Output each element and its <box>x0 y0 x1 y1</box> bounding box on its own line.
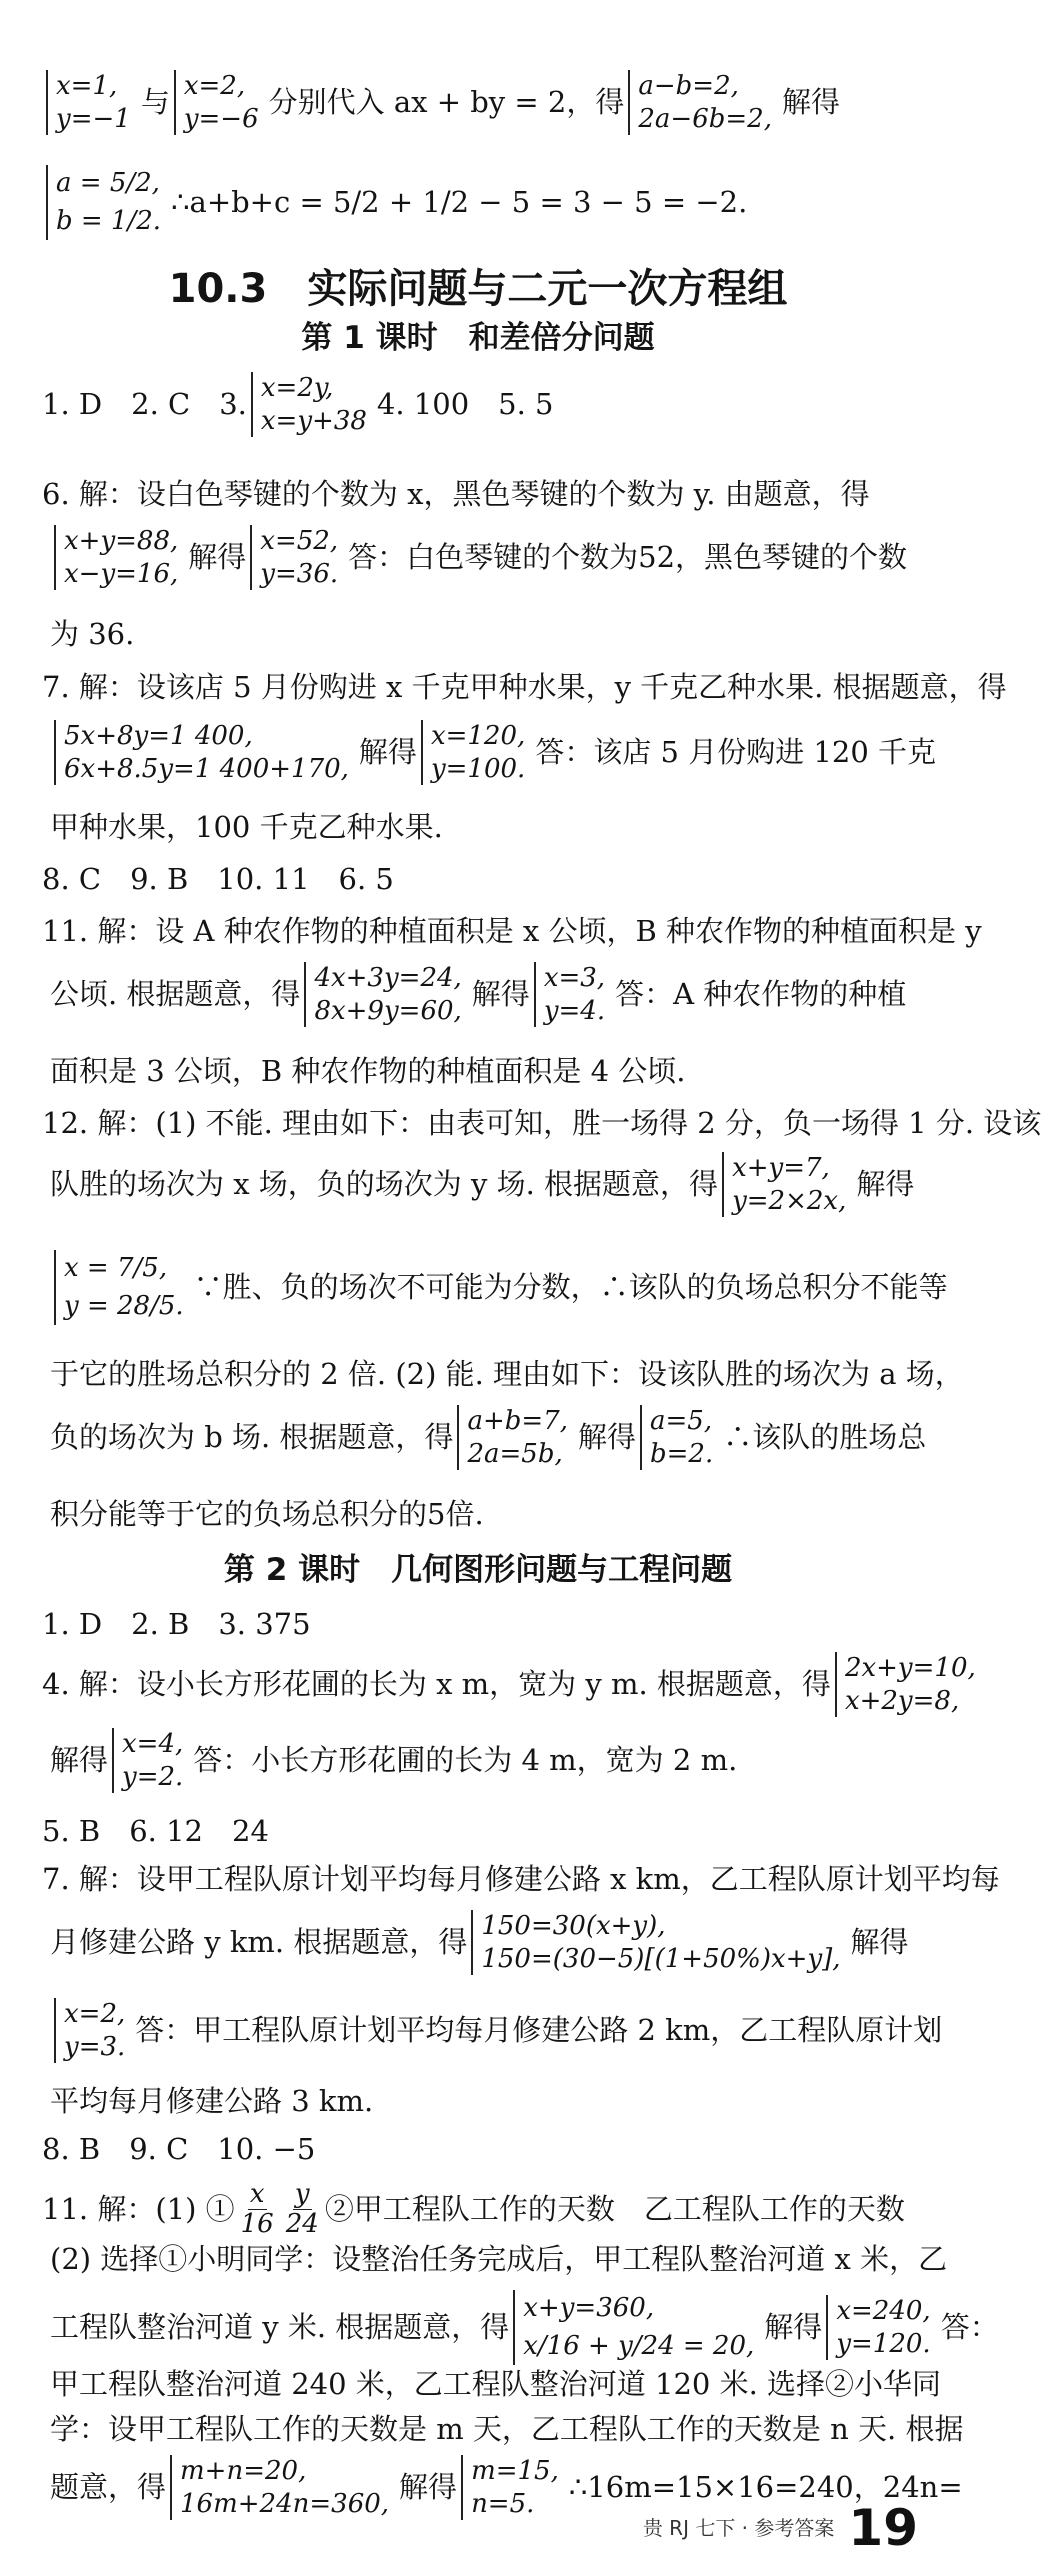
system-l2q11-2: m+n=20, 16m+24n=360, <box>170 2455 389 2520</box>
q11-line-1: 11. 解：设 A 种农作物的种植面积是 x 公顷，B 种农作物的种植面积是 y <box>42 914 982 948</box>
page-number: 19 <box>848 2499 918 2557</box>
solution-q12-2: a=5, b=2. <box>640 1405 713 1470</box>
system-ab: a = 5/2, b = 1/2. <box>46 165 161 240</box>
footer-label: 贵 RJ 七下 · 参考答案 <box>642 2516 835 2541</box>
line-2: a = 5/2, b = 1/2. ∴a+b+c = 5/2 + 1/2 − 5 = 3 − 5 = −2. <box>42 165 916 240</box>
fraction-y-24: $\frac{y}{24}$ <box>285 2179 319 2239</box>
solution-q12: x = 7/5, y = 28/5. <box>54 1250 184 1325</box>
q11-line-3: 面积是 3 公顷，B 种农作物的种植面积是 4 公顷. <box>50 1054 686 1088</box>
system-3: a−b=2, 2a−6b=2, <box>628 70 772 135</box>
l2-answers-5-6: 5. B 6. 12 24 <box>42 1814 269 1848</box>
system-1: x=1, y=−1 <box>46 70 131 135</box>
q6-line-2: x+y=88, x−y=16, 解得 x=52, y=36. 答：白色琴键的个数为52，黑色琴键的个数 <box>50 525 916 590</box>
system-l2q7: 150=30(x+y), 150=(30−5)[(1+50%)x+y], <box>471 1910 840 1975</box>
solution-l2q4: x=4, y=2. <box>112 1728 183 1793</box>
system-q6: x+y=88, x−y=16, <box>54 525 178 590</box>
solution-l2q11: x=240, y=120. <box>826 2295 930 2360</box>
section-title: 10.3 实际问题与二元一次方程组 <box>168 266 788 312</box>
q7-line-2: 5x+8y=1 400, 6x+8.5y=1 400+170, 解得 x=120, y=100. 答：该店 5 月份购进 120 千克 <box>50 720 916 785</box>
l2-q4-line-2: 解得 x=4, y=2. 答：小长方形花圃的长为 4 m，宽为 2 m. <box>50 1729 738 1792</box>
q6-line-3: 为 36. <box>50 617 135 651</box>
solution-q11: x=3, y=4. <box>534 962 605 1027</box>
solution-q7: x=120, y=100. <box>421 720 525 785</box>
system-2: x=2, y=−6 <box>174 70 259 135</box>
l2-q11-line-1: 11. 解：(1) ① $\frac{x}{16}$ $\frac{y}{24}$ ②甲工程队工作的天数 乙工程队工作的天数 <box>42 2179 905 2239</box>
l2-q11-line-3: 工程队整治河道 y 米. 根据题意，得 x+y=360, x/16 + y/24 = 20, 解得 x=240, y=120. 答： <box>50 2290 916 2365</box>
solution-l2q7: x=2, y=3. <box>54 1998 125 2063</box>
l2-q7-line-4: 平均每月修建公路 3 km. <box>50 2084 374 2118</box>
l2-q4-line-1: 4. 解：设小长方形花圃的长为 x m，宽为 y m. 根据题意，得 2x+y=10, x+2y=8, <box>42 1653 976 1716</box>
q12-line-2: 队胜的场次为 x 场，负的场次为 y 场. 根据题意，得 x+y=7, y=2×2x, 解得 <box>50 1153 915 1216</box>
q7-line-1: 7. 解：设该店 5 月份购进 x 千克甲种水果，y 千克乙种水果. 根据题意，得 <box>42 670 1007 704</box>
answers-8-10: 8. C 9. B 10. 11 6. 5 <box>42 862 394 896</box>
lesson-1-title: 第 1 课时 和差倍分问题 <box>301 320 655 356</box>
system-l2q11: x+y=360, x/16 + y/24 = 20, <box>513 2290 754 2365</box>
q7-line-3: 甲种水果，100 千克乙种水果. <box>50 810 443 844</box>
l2-q11-line-5: 学：设甲工程队工作的天数是 m 天，乙工程队工作的天数是 n 天. 根据 <box>50 2412 964 2446</box>
l2-q7-line-1: 7. 解：设甲工程队原计划平均每月修建公路 x km，乙工程队原计划平均每 <box>42 1862 1000 1896</box>
system-l2q4: 2x+y=10, x+2y=8, <box>835 1652 976 1717</box>
l2-q11-line-6: 题意，得 m+n=20, 16m+24n=360, 解得 m=15, n=5. ∴16m=15×16=240，24n= <box>50 2456 963 2519</box>
q12-line-4: 于它的胜场总积分的 2 倍. (2) 能. 理由如下：设该队胜的场次为 a 场， <box>50 1357 964 1391</box>
fraction-x-16: $\frac{x}{16}$ <box>240 2179 274 2239</box>
line-1: x=1, y=−1 与 x=2, y=−6 分别代入 ax + by = 2，得 a−b=2, 2a−6b=2, 解得 <box>42 70 916 135</box>
system-q3: x=2y, x=y+38 <box>251 372 367 437</box>
system-q12-2: a+b=7, 2a=5b, <box>457 1405 568 1470</box>
l2-q7-line-3: x=2, y=3. 答：甲工程队原计划平均每月修建公路 2 km，乙工程队原计划 <box>50 1998 916 2063</box>
system-q7: 5x+8y=1 400, 6x+8.5y=1 400+170, <box>54 720 349 785</box>
lesson-2-title: 第 2 课时 几何图形问题与工程问题 <box>223 1552 733 1588</box>
l2-q7-line-2: 月修建公路 y km. 根据题意，得 150=30(x+y), 150=(30−5)[(1+50%)x+y], 解得 <box>50 1911 909 1974</box>
page-footer <box>643 2495 918 2563</box>
solution-l2q11-2: m=15, n=5. <box>461 2455 559 2520</box>
l2-answers-8-10: 8. B 9. C 10. −5 <box>42 2132 316 2166</box>
l2-q11-line-2: (2) 选择①小明同学：设整治任务完成后，甲工程队整治河道 x 米，乙 <box>50 2242 948 2276</box>
system-q12: x+y=7, y=2×2x, <box>722 1152 846 1217</box>
q11-line-2: 公顷. 根据题意，得 4x+3y=24, 8x+9y=60, 解得 x=3, y=4. 答：A 种农作物的种植 <box>50 963 907 1026</box>
q12-line-3: x = 7/5, y = 28/5. ∵胜、负的场次不可能为分数，∴该队的负场总积分不能等 <box>50 1250 916 1325</box>
system-q11: 4x+3y=24, 8x+9y=60, <box>304 962 461 1027</box>
q6-line-1: 6. 解：设白色琴键的个数为 x，黑色琴键的个数为 y. 由题意，得 <box>42 477 870 511</box>
q12-line-6: 积分能等于它的负场总积分的5倍. <box>50 1497 484 1531</box>
q12-line-1: 12. 解：(1) 不能. 理由如下：由表可知，胜一场得 2 分，负一场得 1 分. 设该 <box>42 1106 1041 1140</box>
answers-1-5: 1. D 2. C 3. x=2y, x=y+38 4. 100 5. 5 <box>42 373 554 436</box>
solution-q6: x=52, y=36. <box>250 525 338 590</box>
q12-line-5: 负的场次为 b 场. 根据题意，得 a+b=7, 2a=5b, 解得 a=5, b=2. ∴该队的胜场总 <box>50 1406 927 1469</box>
l2-q11-line-4: 甲工程队整治河道 240 米，乙工程队整治河道 120 米. 选择②小华同 <box>50 2367 942 2401</box>
l2-answers-1-3: 1. D 2. B 3. 375 <box>42 1607 311 1641</box>
